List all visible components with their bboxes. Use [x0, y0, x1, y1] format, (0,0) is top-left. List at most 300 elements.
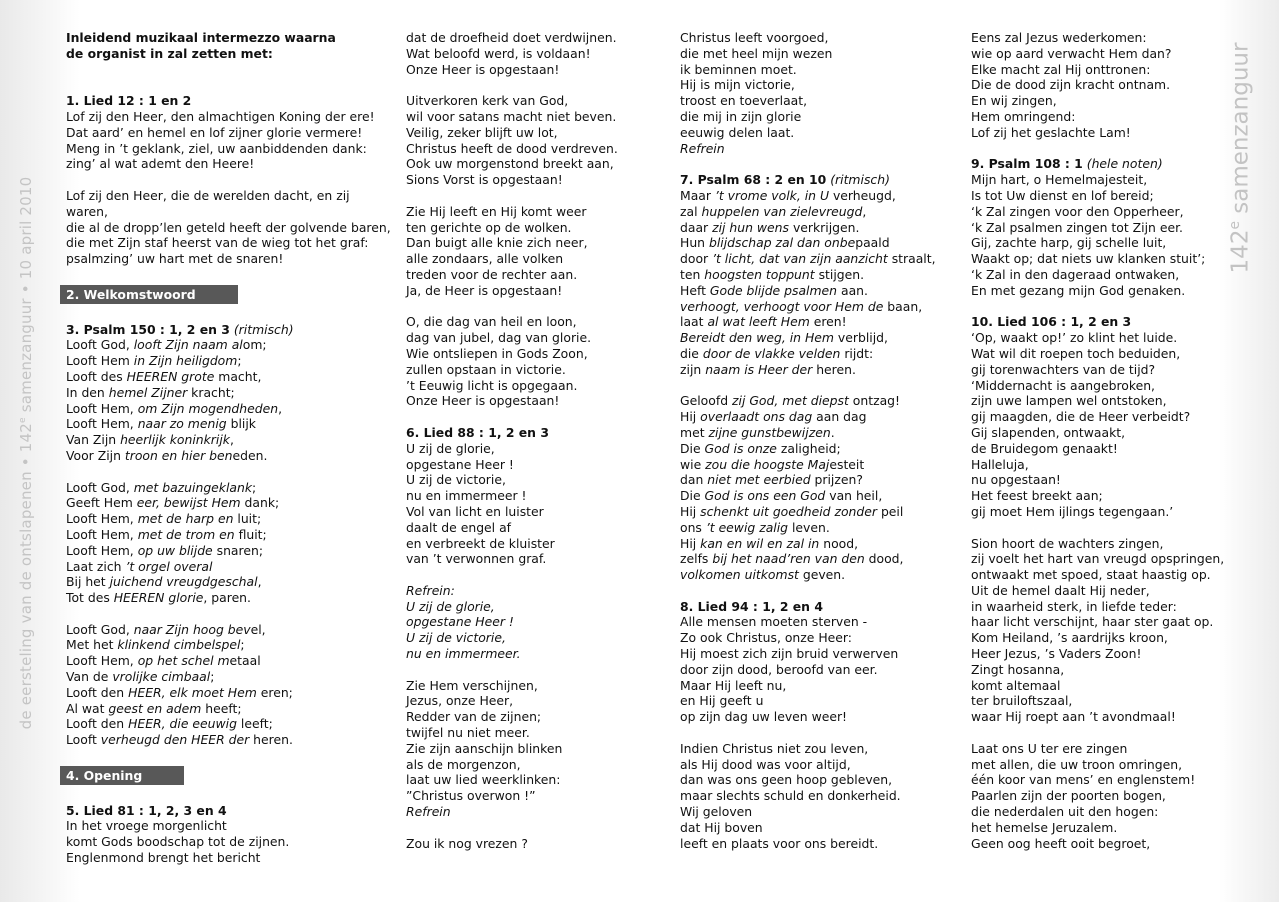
verse-line: op zijn dag uw leven weer! [680, 709, 848, 725]
verse-line: het hemelse Jeruzalem. [971, 819, 1118, 835]
song-title-text: 1. Lied 12 : 1 en 2 [66, 93, 192, 109]
verse-fragment: Van Zijn [66, 432, 121, 448]
italic-phrase: blijdschap zal dan onbe [708, 235, 856, 251]
verse-line: Paarlen zijn der poorten bogen, [971, 788, 1166, 804]
verse-line: Gij, zachte harp, gij schelle luit, [971, 235, 1167, 251]
verse-line: gij maagden, die de Heer verbeidt? [971, 409, 1191, 425]
verse-fragment: Looft Hem, [66, 526, 138, 542]
verse-line: komt Gods boodschap tot de zijnen. [66, 834, 290, 850]
verse-line [66, 337, 391, 353]
verse-line: waar Hij roept aan ’t avondmaal! [971, 709, 1176, 725]
verse-line: Waakt op; dat niets uw klanken stuit’; [971, 251, 1206, 267]
verse-line: Zou ik nog vrezen ? [406, 835, 528, 851]
italic-phrase: naar Zijn hoog bev [133, 621, 251, 637]
verse-line: treden voor de rechter aan. [406, 266, 578, 282]
verse-fragment: dood, [864, 551, 904, 567]
verse-line: ‘k Zal psalmen zingen tot Zijn eer. [971, 219, 1183, 235]
verse-line: alle zondaars, alle volken [406, 251, 564, 267]
verse-line [680, 362, 936, 378]
verse-line [66, 385, 391, 401]
verse-fragment: verblijd, [833, 330, 888, 346]
verse-line: Alle mensen moeten sterven - [680, 614, 868, 630]
verse-line: Die de dood zijn kracht ontnam. [971, 77, 1171, 93]
verse-fragment: , [257, 574, 262, 590]
verse-line [66, 480, 391, 496]
verse-line: Englenmond brengt het bericht [66, 850, 261, 866]
verse-line [680, 330, 936, 346]
vertical-footer-left: de eersteling van de ontslapenen • 142e samenzanguur • 10 april 2010 [17, 176, 35, 730]
song-title [971, 314, 1224, 330]
verse-fragment: , paren. [203, 590, 251, 606]
verse-line: En met gezang mijn God genaken. [971, 282, 1186, 298]
verse-line: die al de dropp’len geteld heeft der golvende baren, [66, 219, 391, 235]
verse-line: twijfel nu niet meer. [406, 725, 530, 741]
refrain-line: U zij de glorie, [406, 598, 495, 614]
verse-line: Hij is mijn victorie, [680, 77, 795, 93]
spacer [971, 141, 1224, 157]
verse-line: ik beminnen moet. [680, 61, 797, 77]
verse-fragment: Met het [66, 637, 118, 653]
verse-fragment: heren. [812, 361, 856, 377]
verse-fragment: Maar [680, 187, 715, 203]
song-title [66, 93, 391, 109]
verse-line: nu opgestaan! [971, 472, 1061, 488]
verse-line [680, 220, 936, 236]
verse-fragment: fluit; [234, 526, 267, 542]
song-title [66, 803, 391, 819]
verse-line: psalmzing’ uw hart met de snaren! [66, 251, 284, 267]
italic-phrase: zijne gunstbewijzen [708, 424, 831, 440]
verse-line: ‘k Zal in den dageraad ontwaken, [971, 266, 1180, 282]
verse-line: Lof zij den Heer, die de werelden dacht, en zij [66, 187, 350, 203]
column-2 [406, 30, 618, 851]
verse-fragment: Hij [680, 535, 701, 551]
verse-line [680, 551, 936, 567]
verse-fragment: Looft God, [66, 621, 134, 637]
verse-line [66, 527, 391, 543]
verse-line: waren, [66, 203, 108, 219]
verse-fragment: Voor Zijn [66, 447, 125, 463]
verse-fragment: stijgen. [814, 266, 865, 282]
italic-phrase: geest en adem [108, 700, 202, 716]
verse-line [680, 425, 936, 441]
verse-fragment: dan [680, 472, 708, 488]
verse-line [680, 204, 936, 220]
verse-line [680, 267, 936, 283]
section-header [66, 764, 391, 787]
refrain-line: Refrein [680, 140, 725, 156]
verse-fragment: snaren; [212, 542, 264, 558]
italic-phrase: naar zo menig [137, 416, 227, 432]
verse-fragment: zaligheid; [776, 440, 841, 456]
verse-fragment: door [680, 251, 713, 267]
spacer [971, 725, 1224, 741]
verse-fragment: daar [680, 219, 713, 235]
verse-fragment: nood, [819, 535, 859, 551]
verse-line: Zo ook Christus, onze Heer: [680, 630, 852, 646]
verse-line: Hij moest zich zijn bruid verwerven [680, 646, 899, 662]
intro-heading-line: de organist in zal zetten met: [66, 45, 273, 61]
verse-line: wie op aard verwacht Hem dan? [971, 45, 1172, 61]
spacer [66, 77, 391, 93]
verse-line: Hem omringend: [971, 108, 1076, 124]
verse-line: die met Zijn staf heerst van de wieg tot het graf: [66, 235, 369, 251]
verse-line: Wat beloofd werd, is voldaan! [406, 45, 591, 61]
verse-line: Redder van de zijnen; [406, 709, 542, 725]
verse-fragment: Hij [680, 503, 701, 519]
verse-fragment: kracht; [187, 384, 235, 400]
verse-fragment: luit; [233, 511, 262, 527]
song-title [680, 599, 936, 615]
verse-fragment: Die [680, 440, 705, 456]
verse-line: opgestane Heer ! [406, 456, 514, 472]
verse-line: Ook uw morgenstond breekt aan, [406, 156, 614, 172]
italic-phrase: hoogsten toppunt [704, 266, 815, 282]
section-header-label: 2. Welkomstwoord [60, 285, 238, 304]
verse-line [66, 401, 391, 417]
verse-fragment: aan dag [812, 409, 867, 425]
song-title-text: 7. Psalm 68 : 2 en 10 [680, 172, 827, 188]
verse-fragment: Looft den [66, 684, 129, 700]
italic-phrase: zij hun wens [712, 219, 789, 235]
verse-line: dat Hij boven [680, 819, 763, 835]
verse-line: ontwaakt met spoed, staat haastig op. [971, 567, 1211, 583]
verse-line [680, 299, 936, 315]
verse-line: Dan buigt alle knie zich neer, [406, 235, 588, 251]
verse-line: Halleluja, [971, 456, 1029, 472]
verse-line [66, 701, 391, 717]
verse-fragment: blijk [226, 416, 256, 432]
italic-phrase: ’t eewig zalig [705, 519, 789, 535]
italic-phrase: zou die hoogste Maj [705, 456, 830, 472]
verse-line: Sion hoort de wachters zingen, [971, 535, 1164, 551]
verse-line: één koor van mens’ en englenstem! [971, 772, 1196, 788]
refrain-line: Refrein [406, 804, 451, 820]
spacer [680, 156, 936, 172]
song-title-text: 10. Lied 106 : 1, 2 en 3 [971, 314, 1132, 330]
verse-fragment: zelfs [680, 551, 713, 567]
refrain-line: nu en immermeer. [406, 646, 521, 662]
verse-line [680, 251, 936, 267]
verse-line [680, 235, 936, 251]
verse-fragment: paald [855, 235, 890, 251]
verse-line: laat uw lied weerklinken: [406, 772, 561, 788]
verse-fragment: wie [680, 456, 706, 472]
verse-line: Indien Christus niet zou leven, [680, 740, 869, 756]
verse-fragment: , [278, 400, 283, 416]
verse-fragment: met [680, 424, 709, 440]
spacer [66, 267, 391, 283]
verse-fragment: ; [240, 637, 245, 653]
refrain-line: Refrein: [406, 582, 455, 598]
italic-phrase: Gode blijde psalmen [709, 282, 838, 298]
verse-line: Elke macht zal Hij onttronen: [971, 61, 1151, 77]
spacer [406, 662, 618, 678]
verse-fragment: Looft Hem, [66, 511, 138, 527]
song-title-note: (ritmisch) [826, 172, 890, 188]
verse-line [66, 622, 391, 638]
italic-phrase: juichend vreugdgeschal [109, 574, 258, 590]
verse-line [66, 559, 391, 575]
verse-line: nu en immermeer ! [406, 488, 527, 504]
verse-line: Het feest breekt aan; [971, 488, 1103, 504]
column-4 [971, 30, 1224, 851]
verse-fragment: Looft God, [66, 337, 134, 353]
verse-line [680, 441, 936, 457]
verse-line: Uit de hemel daalt Hij neder, [971, 582, 1150, 598]
verse-fragment: Geloofd [680, 393, 732, 409]
verse-line: Christus heeft de dood verdreven. [406, 140, 618, 156]
italic-phrase: zij God, met diepst [732, 393, 849, 409]
verse-fragment: In den [66, 384, 109, 400]
verse-line: zing’ al wat ademt den Heere! [66, 156, 255, 172]
verse-fragment: Looft des [66, 368, 127, 384]
verse-line: dag van jubel, dag van glorie. [406, 330, 592, 346]
italic-phrase: HEER, elk moet Hem [128, 684, 257, 700]
song-title-text: 6. Lied 88 : 1, 2 en 3 [406, 424, 549, 440]
verse-line: Zie zijn aanschijn blinken [406, 740, 563, 756]
verse-line [66, 448, 391, 464]
verse-line: met allen, die uw troon omringen, [971, 756, 1183, 772]
verse-fragment: eren! [809, 314, 847, 330]
verse-fragment: heeft; [201, 700, 242, 716]
spacer [680, 725, 936, 741]
verse-line: Veilig, zeker blijft uw lot, [406, 124, 558, 140]
italic-phrase: volkomen uitkomst [680, 567, 799, 583]
verse-fragment: Hij [680, 409, 701, 425]
song-title [971, 156, 1224, 172]
verse-line: leeft en plaats voor ons bereidt. [680, 835, 879, 851]
verse-line: zijn uwe lampen wel ontstoken, [971, 393, 1167, 409]
italic-phrase: verheugd den HEER der [100, 732, 250, 748]
verse-line: die nederdalen uit den hogen: [971, 804, 1159, 820]
italic-phrase: overlaadt ons dag [700, 409, 813, 425]
verse-line [680, 488, 936, 504]
verse-fragment: ontzag! [848, 393, 901, 409]
verse-line: gij torenwachters van de tijd? [971, 361, 1156, 377]
spacer [680, 583, 936, 599]
verse-line: daalt de engel af [406, 519, 512, 535]
italic-phrase: HEEREN grote [126, 368, 215, 384]
verse-fragment: esteit [829, 456, 865, 472]
verse-line [66, 416, 391, 432]
verse-fragment: zal [680, 203, 702, 219]
verse-line: Onze Heer is opgestaan! [406, 393, 560, 409]
verse-line: troost en toeverlaat, [680, 93, 808, 109]
verse-line [66, 653, 391, 669]
verse-line: de Bruidegom genaakt! [971, 440, 1118, 456]
verse-line: dat de droefheid doet verdwijnen. [406, 30, 617, 45]
song-title-note: (ritmisch) [229, 321, 294, 337]
verse-line [66, 669, 391, 685]
verse-fragment: zijn [680, 361, 706, 377]
verse-line: ten gerichte op de wolken. [406, 219, 572, 235]
spacer [406, 188, 618, 204]
italic-phrase: door de vlakke velden [702, 345, 841, 361]
verse-line: In het vroege morgenlicht [66, 818, 227, 834]
verse-line: ter bruiloftszaal, [971, 693, 1073, 709]
verse-line: van ’t verwonnen graf. [406, 551, 547, 567]
verse-line: en Hij geeft u [680, 693, 764, 709]
verse-line [66, 716, 391, 732]
verse-fragment: Hun [680, 235, 709, 251]
spacer [66, 606, 391, 622]
italic-phrase: in Zijn heiligdom [133, 353, 238, 369]
verse-line [680, 283, 936, 299]
verse-line: gij moet Hem ijlings tegengaan.’ [971, 503, 1174, 519]
verse-line: maar slechts schuld en donkerheid. [680, 788, 901, 804]
verse-line [66, 574, 391, 590]
italic-phrase: eer, bewijst Hem [136, 495, 241, 511]
verse-line: ”Christus overwon !” [406, 788, 536, 804]
verse-fragment: laat [680, 314, 708, 330]
spacer [971, 520, 1224, 536]
verse-line: U zij de victorie, [406, 472, 506, 488]
verse-line [680, 504, 936, 520]
verse-fragment: Laat zich [66, 558, 126, 574]
italic-phrase: al wat leeft Hem [707, 314, 810, 330]
italic-phrase: HEEREN glorie [113, 590, 204, 606]
verse-line: Jezus, onze Heer, [406, 693, 514, 709]
italic-phrase: op uw blijde [137, 542, 213, 558]
spacer [66, 464, 391, 480]
italic-phrase: bij het naad’ren van den [712, 551, 865, 567]
verse-fragment: ; [237, 353, 242, 369]
italic-phrase: verhoogt, verhoogt voor Hem de [680, 298, 884, 314]
refrain-line: opgestane Heer ! [406, 614, 514, 630]
italic-phrase: niet met eerbied [707, 472, 811, 488]
verse-line: Zie Hem verschijnen, [406, 677, 538, 693]
verse-line: wil voor satans macht niet beven. [406, 108, 617, 124]
verse-fragment: straalt, [887, 251, 936, 267]
spacer [66, 62, 391, 78]
spacer [66, 748, 391, 764]
verse-line [66, 732, 391, 748]
verse-line [680, 536, 936, 552]
italic-phrase: vrolijke cimbaal [112, 669, 211, 685]
refrain-line: U zij de victorie, [406, 630, 506, 646]
verse-line [680, 393, 936, 409]
song-title-text: 8. Lied 94 : 1, 2 en 4 [680, 598, 823, 614]
verse-fragment: . [830, 424, 835, 440]
verse-fragment: rijdt: [840, 345, 874, 361]
verse-fragment: Looft Hem, [66, 542, 138, 558]
italic-phrase: Bereidt den weg, in Hem [680, 330, 834, 346]
verse-fragment: Die [680, 488, 705, 504]
song-title [66, 322, 391, 338]
verse-fragment: verkrijgen. [789, 219, 860, 235]
verse-fragment: etaal [229, 653, 261, 669]
verse-line [680, 457, 936, 473]
verse-line: Is tot Uw dienst en lof bereid; [971, 187, 1154, 203]
verse-line: haar licht verschijnt, haar ster gaat op. [971, 614, 1214, 630]
verse-line: Sions Vorst is opgestaan! [406, 172, 563, 188]
song-title [406, 425, 618, 441]
verse-line: Ja, de Heer is opgestaan! [406, 282, 563, 298]
verse-line: Zingt hosanna, [971, 661, 1065, 677]
italic-phrase: kan en wil en zal in [700, 535, 820, 551]
verse-line: Maar Hij leeft nu, [680, 677, 787, 693]
verse-line: als de morgenzon, [406, 756, 521, 772]
verse-line [680, 472, 936, 488]
verse-fragment: eren; [256, 684, 293, 700]
verse-line: eeuwig delen laat. [680, 124, 795, 140]
verse-line [680, 346, 936, 362]
verse-fragment: ons [680, 519, 706, 535]
verse-line: ‘k Zal zingen voor den Opperheer, [971, 203, 1184, 219]
verse-line: Geen oog heeft ooit begroet, [971, 835, 1151, 851]
verse-fragment: Bij het [66, 574, 110, 590]
verse-fragment: dank; [240, 495, 280, 511]
verse-line: door zijn dood, beroofd van eer. [680, 661, 878, 677]
verse-fragment: om; [242, 337, 267, 353]
verse-fragment: eden. [232, 447, 268, 463]
intro-heading-line: Inleidend muzikaal intermezzo waarna [66, 30, 336, 45]
spacer [680, 378, 936, 394]
vertical-title-right: 142e samenzanguur [1227, 42, 1254, 274]
verse-line [680, 567, 936, 583]
spacer [406, 409, 618, 425]
verse-line [66, 432, 391, 448]
verse-line: in waarheid sterk, in liefde teder: [971, 598, 1177, 614]
verse-fragment: peil [877, 503, 904, 519]
section-header [66, 283, 391, 306]
verse-fragment: van heil, [825, 488, 883, 504]
verse-line: Zie Hij leeft en Hij komt weer [406, 203, 587, 219]
verse-fragment: macht, [214, 368, 262, 384]
verse-fragment: el, [250, 621, 266, 637]
verse-line: Gij slapenden, ontwaakt, [971, 424, 1126, 440]
verse-line: Laat ons U ter ere zingen [971, 740, 1128, 756]
verse-line: Mijn hart, o Hemelmajesteit, [971, 172, 1148, 188]
verse-fragment: leeft; [236, 716, 273, 732]
verse-fragment: , [229, 432, 234, 448]
verse-fragment: Looft God, [66, 479, 134, 495]
italic-phrase: om Zijn mogendheden [137, 400, 279, 416]
italic-phrase: met de trom en [137, 526, 235, 542]
verse-line: die met heel mijn wezen [680, 45, 833, 61]
verse-fragment: Looft den [66, 716, 129, 732]
spacer [971, 299, 1224, 315]
spacer [66, 787, 391, 803]
verse-line: ‘Middernacht is aangebroken, [971, 377, 1155, 393]
verse-fragment: die [680, 345, 703, 361]
verse-fragment: Heft [680, 282, 710, 298]
verse-line: Wie ontsliepen in Gods Zoon, [406, 345, 588, 361]
verse-fragment: Looft [66, 732, 101, 748]
verse-fragment: Looft Hem, [66, 416, 138, 432]
verse-line [66, 590, 391, 606]
spacer [406, 299, 618, 315]
verse-fragment: geven. [798, 567, 846, 583]
verse-fragment: ; [210, 669, 215, 685]
verse-fragment: Van de [66, 669, 113, 685]
song-title-text: 3. Psalm 150 : 1, 2 en 3 [66, 321, 230, 337]
verse-line: Uitverkoren kerk van God, [406, 93, 569, 109]
spacer [406, 820, 618, 836]
verse-line: die mij in zijn glorie [680, 108, 802, 124]
italic-phrase: huppelen van zielevreugd [701, 203, 863, 219]
italic-phrase: hemel Zijner [108, 384, 188, 400]
italic-phrase: God is ons een God [704, 488, 826, 504]
verse-line [66, 511, 391, 527]
song-title [680, 172, 936, 188]
italic-phrase: God is onze [704, 440, 777, 456]
verse-line: Christus leeft voorgoed, [680, 30, 829, 45]
verse-line: En wij zingen, [971, 93, 1057, 109]
verse-line [66, 543, 391, 559]
verse-line [66, 353, 391, 369]
